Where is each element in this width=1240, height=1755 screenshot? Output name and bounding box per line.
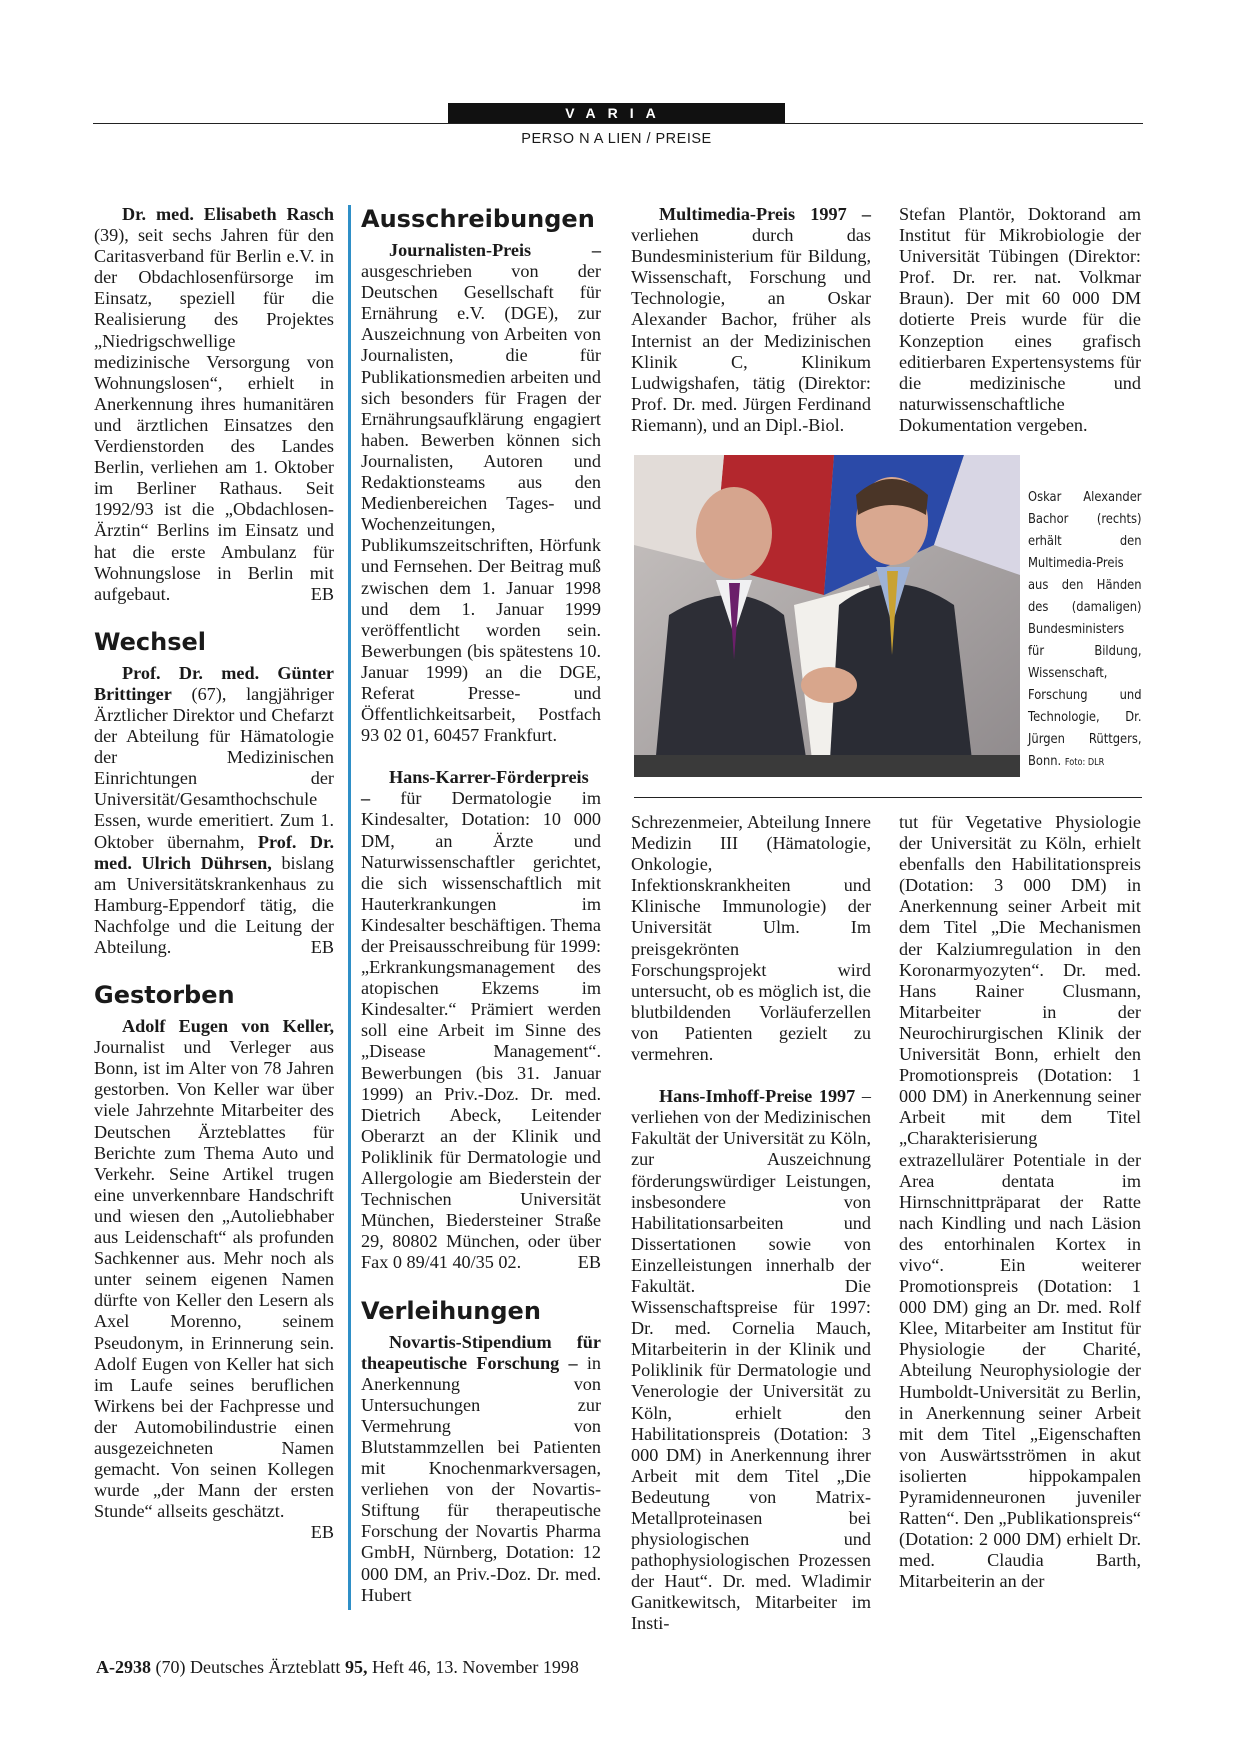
prize-name: Journalisten-Preis –: [389, 240, 601, 260]
photo-caption: [1028, 487, 1142, 774]
page-number: A-2938: [96, 1657, 151, 1677]
article-text: Stefan Plantör, Doktorand am Institut für Mikrobiologie der Universität Tübingen (Direktor: Prof. Dr. rer. nat. Volkmar Braun). Der mit 60 000 DM dotierte Preis wurde für die Konzeption eines grafisch editierbaren Expertensystems für die medizinische und naturwissenschaftliche Dokumentation vergeben.: [899, 204, 1141, 435]
prize-name: Hans-Karrer-Förderpreis –: [361, 767, 589, 809]
article-brittinger: [94, 663, 334, 958]
signature: EB: [577, 1252, 601, 1273]
column-3-top: [631, 204, 871, 436]
article-text: (39), seit sechs Jahren für den Caritasverband für Berlin e.V. in der Obdachlosenfürsorge im Einsatz, speziell für die Realisierung des Projektes „Niedrigschwellige medizinische Versorgung von Wohnungslosen“, erhielt in Anerkennung ihres humanitären und ärztlichen Einsatzes den Verdienstorden des Landes Berlin, verliehen am 1. Oktober im Berliner Rathaus. Seit 1992/93 ist die „Obdachlosen-Ärztin“ Berlins im Einsatz und hat die erste Ambulanz für Wohnungslose in Berlin mit aufgebaut.: [94, 225, 334, 604]
article-text: (67), langjähriger Ärztlicher Direktor und Chefarzt der Abteilung für Hämatologie der Medizinischen Einrichtungen der Universität/Gesamthochschule Essen, wurde emeritiert. Zum 1. Oktober übernahm,: [94, 683, 334, 852]
person-name: Prof. Dr. med. Ulrich Dührsen,: [94, 831, 335, 873]
prize-name: Multimedia-Preis 1997 –: [659, 204, 871, 224]
section-label: VARIA: [448, 103, 785, 123]
column-3-bottom: [631, 812, 871, 1635]
header-rule: [93, 123, 1143, 124]
article-multimedia-preis: [631, 204, 871, 436]
column-divider: [348, 205, 351, 1610]
article-keller: [94, 1016, 334, 1543]
heading-wechsel: Wechsel: [94, 627, 206, 656]
spacer: [361, 746, 601, 767]
column-2: [361, 204, 601, 1606]
article-text: bislang am Universitätskrankenhaus zu Hamburg-Eppendorf tätig, die Nachfolge und die Leitung der Abteilung.: [94, 852, 334, 957]
article-text: verliehen durch das Bundesministerium für Bildung, Wissenschaft, Forschung und Technologie, an Oskar Alexander Bachor, früher als Internist an der Medizinischen Klinik C, Klinikum Ludwigshafen, tätig (Direktor: Prof. Dr. med. Jürgen Ferdinand Riemann), und an Dipl.-Biol.: [631, 225, 871, 435]
heading-ausschreibungen: Ausschreibungen: [361, 205, 595, 233]
article-text: tut für Vegetative Physiologie der Universität zu Köln, erhielt ebenfalls den Habilitationspreis (Dotation: 3 000 DM) in Anerkennung seiner Arbeit mit dem Titel „Die Mechanismen der Kalziumregulation in den Koronarmyozyten“. Dr. med. Hans Rainer Clusmann, Mitarbeiter in der Neurochirurgischen Klinik der Universität Bonn, erhielt den Promotionspreis (Dotation: 1 000 DM) in Anerkennung seiner Arbeit mit dem Titel „Charakterisierung extrazellulärer Potentiale in der Area dentata im Hirnschnittpräparat der Ratte nach Kindling und nach Läsion des entorhinalen Kortex in vivo“. Ein weiterer Promotionspreis (Dotation: 1 000 DM) ging an Dr. med. Rolf Klee, Mitarbeiter am Institut für Physiologie der Charité, Abteilung Neurophysiologie der Humboldt-Universität zu Berlin, in Anerkennung seiner Arbeit mit dem Titel „Eigenschaften von Auswärtsströmen in akut isolierten hippokampalen Pyramidenneuronen juveniler Ratten“. Den „Publikationspreis“ (Dotation: 2 000 DM) erhielt Dr. med. Claudia Barth, Mitarbeiterin an der: [899, 812, 1141, 1592]
article-text: Schrezenmeier, Abteilung Innere Medizin III (Hämatologie, Onkologie, Infektionskrankheiten und Klinische Immunologie) der Universität Ulm. Im preisgekrönten Forschungsprojekt wird untersucht, ob es möglich ist, die blutbildenden Vorläuferzellen von Patienten gezielt zu vermehren.: [631, 812, 871, 1065]
prize-name: Hans-Imhoff-Preise 1997: [659, 1086, 856, 1107]
column-4-top: [899, 204, 1141, 436]
article-novartis: [361, 1332, 601, 1606]
spacer: [631, 1065, 871, 1086]
subsection-label: PERSO N A LIEN / PREISE: [521, 131, 712, 147]
article-hans-karrer: [361, 767, 601, 1273]
article-text: für Dermatologie im Kindesalter, Dotation: 10 000 DM, an Ärzte und Naturwissenschaftler gerichtet, die sich wissenschaftlich mit Hauterkrankungen im Kindesalter beschäftigen. Thema der Preisausschreibung für 1999: „Erkrankungsmanagement des atopischen Ekzems im Kindesalter.“ Prämiert werden soll eine Arbeit im Sinne des „Disease Management“. Bewerbungen (bis 31. Januar 1999) an Priv.-Doz. Dr. med. Dietrich Abeck, Leitender Oberarzt an der Klinik und Poliklinik für Dermatologie und Allergologie am Biederstein der Technischen Universität München, Biedersteiner Straße 29, 80802 München, oder über Fax 0 89/41 40/35 02.: [361, 788, 602, 1273]
journal-name: (70) Deutsches Ärzteblatt: [155, 1657, 341, 1677]
issue: Heft 46, 13. November 1998: [371, 1657, 579, 1677]
article-text: in Anerkennung von Untersuchungen zur Vermehrung von Blutstammzellen bei Patienten mit Knochenmarkversagen, verliehen von der Novartis-Stiftung für therapeutische Forschung der Novartis Pharma GmbH, Nürnberg, Dotation: 12 000 DM, an Priv.-Doz. Dr. med. Hubert: [361, 1352, 601, 1605]
column-1: [94, 204, 334, 1543]
article-text: ausgeschrieben von der Deutschen Gesellschaft für Ernährung e.V. (DGE), zur Auszeichnung von Arbeiten von Journalisten, die für Publikationsmedien arbeiten und sich besonders für Fragen der Ernährungsaufklärung engagiert haben. Bewerben können sich Journalisten, Autoren und Redaktionsteams aus den Medienbereichen Tages- und Wochenzeitungen, Publikumszeitschriften, Hörfunk und Fernsehen. Der Beitrag muß zwischen dem 1. Januar 1998 und dem 1. Januar 1999 veröffentlicht worden sein. Bewerbungen (bis spätestens 10. Januar 1999) an die DGE, Referat Presse- und Öffentlichkeitsarbeit, Postfach 93 02 01, 60457 Frankfurt.: [361, 261, 601, 746]
award-photo: [634, 455, 1020, 777]
article-text: Journalist und Verleger aus Bonn, ist im Alter von 78 Jahren gestorben. Von Keller war über viele Jahrzehnte Mitarbeiter des Deutschen Ärzteblattes für Berichte zum Thema Auto und Verkehr. Seine Artikel trugen eine unverkennbare Handschrift und wiesen den „Autoliebhaber aus Leidenschaft“ als profunden Sachkenner aus. Mehr noch als unter seinem eigenen Namen dürfte von Keller den Lesern als Axel Morenno, seinem Pseudonym, in Erinnerung sein. Adolf Eugen von Keller hat sich im Laufe seines beruflichen Wirkens bei der Fachpresse und der Automobilindustrie einen ausgezeichneten Namen gemacht. Von seinen Kollegen wurde „der Mann der ersten Stunde“ allseits geschätzt.: [94, 1037, 334, 1522]
volume: 95,: [344, 1657, 368, 1677]
column-4-bottom: [899, 812, 1141, 1592]
photo-rule: [634, 797, 1142, 798]
person-name: Adolf Eugen von Keller,: [122, 1016, 334, 1037]
signature: EB: [310, 1522, 334, 1543]
heading-gestorben: Gestorben: [94, 981, 235, 1010]
signature: EB: [310, 937, 334, 957]
caption-text: Oskar Alexander Bachor (rechts) erhält den Multimedia-Preis aus den Händen des (damaligen) Bundesministers für Bildung, Wissenschaft, Forschung und Technologie, Dr. Jürgen Rüttgers, Bonn.: [1028, 490, 1142, 769]
article-hans-imhoff: [631, 1086, 871, 1634]
person-name: Prof. Dr. med. Günter Brittinger: [94, 662, 334, 704]
article-rasch: [94, 204, 334, 605]
person-name: Dr. med. Elisabeth Rasch: [122, 204, 334, 224]
article-text: – verliehen von der Medizinischen Fakultät der Universität zu Köln, zur Auszeichnung förderungswürdiger Leistungen, insbesondere von Habilitationsarbeiten und Dissertationen sowie von Einzelleistungen innerhalb der Fakultät. Die Wissenschaftspreise für 1997: Dr. med. Cornelia Mauch, Mitarbeiterin in der Klinik und Poliklinik für Dermatologie und Venerologie der Universität zu Köln, erhielt den Habilitationspreis (Dotation: 3 000 DM) in Anerkennung ihrer Arbeit mit dem Titel „Die Bedeutung von Matrix-Metallproteinasen bei physiologischen und pathophysiologischen Prozessen der Haut“. Dr. med. Wladimir Ganitkewitsch, Mitarbeiter im Insti-: [631, 1086, 871, 1634]
heading-verleihungen: Verleihungen: [361, 1296, 541, 1325]
prize-name: Novartis-Stipendium für theapeutische Forschung –: [361, 1331, 601, 1373]
photo-image: [634, 455, 1020, 777]
photo-credit: Foto: DLR: [1064, 757, 1105, 768]
page-footer: [96, 1657, 579, 1678]
article-journalisten-preis: [361, 240, 601, 746]
signature: EB: [310, 583, 334, 604]
